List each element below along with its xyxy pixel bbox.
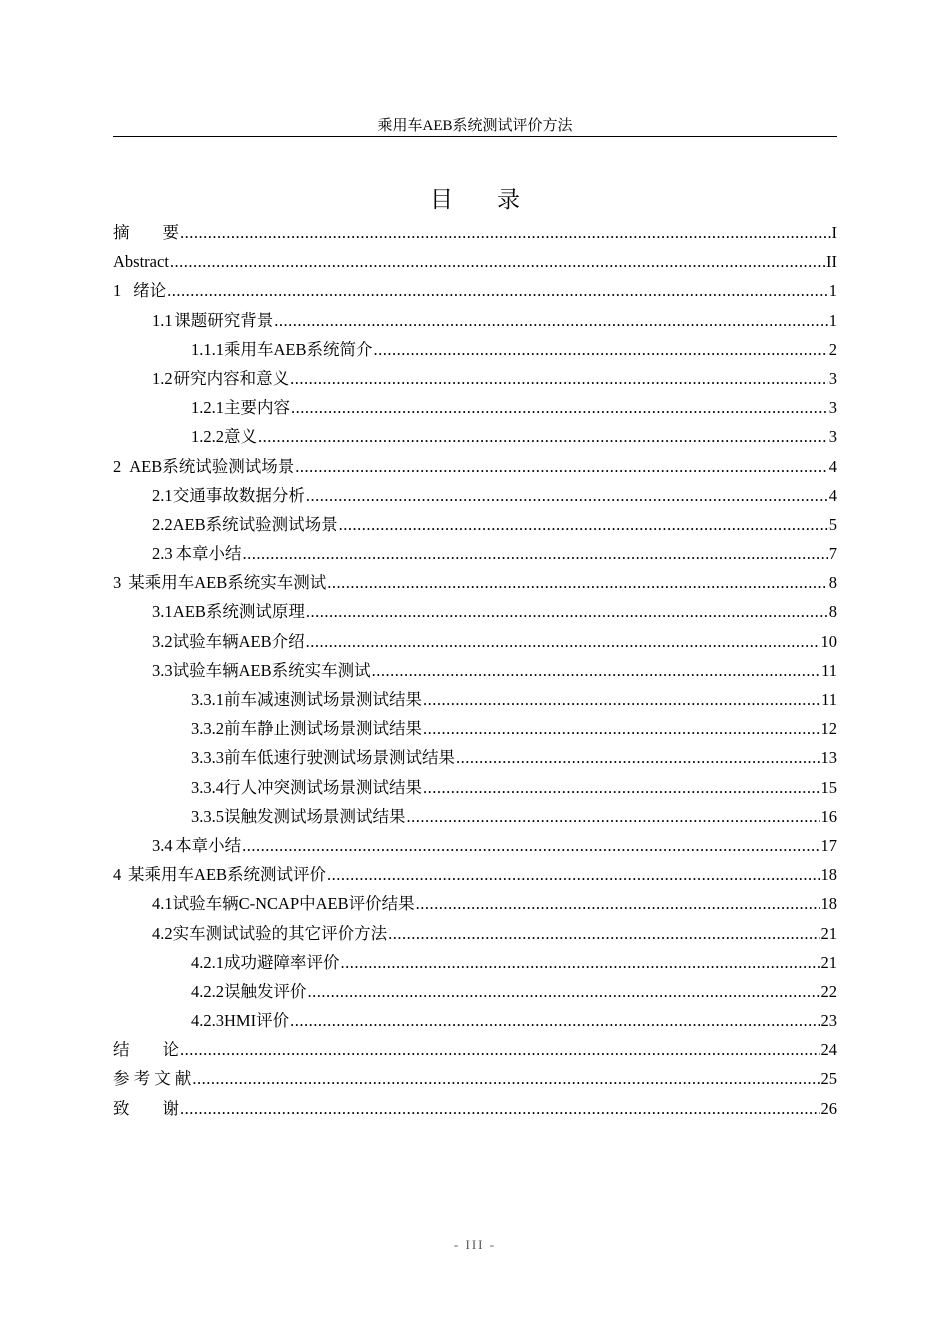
toc-entry-number: 1.2.2 xyxy=(191,427,224,447)
toc-entry[interactable] xyxy=(113,656,837,685)
toc-entry-number: 1.2.1 xyxy=(191,398,224,418)
dot-leader xyxy=(180,1094,820,1123)
toc-entry-number: 2.1 xyxy=(152,485,173,505)
toc-entry-number: 1.1.1 xyxy=(191,339,224,359)
toc-entry[interactable] xyxy=(113,306,837,335)
toc-entry-label: 意义 xyxy=(224,427,257,447)
dot-leader xyxy=(192,1064,819,1093)
toc-entry-number: 3.2 xyxy=(152,631,173,651)
toc-entry-page: 2 xyxy=(828,339,837,359)
toc-entry[interactable] xyxy=(113,714,837,743)
toc-entry-page: 13 xyxy=(820,748,837,768)
toc-entry-label: AEB系统测试原理 xyxy=(172,602,305,622)
toc-entry-page: 18 xyxy=(820,865,837,885)
toc-entry[interactable] xyxy=(113,802,837,831)
toc-entry-number: 3.3.5 xyxy=(191,806,224,826)
toc-entry-number: 1 xyxy=(113,281,122,301)
toc-entry-page: I xyxy=(831,223,837,242)
toc-entry-label: AEB系统试验测试场景 xyxy=(172,514,338,534)
toc-entry-number: 4.2.3 xyxy=(191,1011,224,1031)
toc-entry-label: 本章小结 xyxy=(175,835,242,855)
dot-leader xyxy=(423,773,820,802)
toc-entry-label: 本章小结 xyxy=(175,544,242,564)
toc-entry-label: 参 考 文 献 xyxy=(113,1069,192,1089)
toc-entry-label: 前车低速行驶测试场景测试结果 xyxy=(224,748,455,768)
toc-entry-label: HMI评价 xyxy=(224,1011,290,1031)
toc-entry-number: 3.1 xyxy=(152,602,173,622)
dot-leader xyxy=(295,452,828,481)
dot-leader xyxy=(374,335,828,364)
toc-entry-label: 课题研究背景 xyxy=(174,310,274,330)
dot-leader xyxy=(290,364,828,393)
toc-entry[interactable] xyxy=(113,218,837,247)
toc-entry-page: 21 xyxy=(820,952,837,972)
toc-entry[interactable] xyxy=(113,1035,837,1064)
dot-leader xyxy=(242,831,819,860)
toc-entry-number: 1.1 xyxy=(152,310,173,330)
dot-leader xyxy=(306,627,820,656)
toc-entry-label: 误触发测试场景测试结果 xyxy=(224,806,406,826)
toc-entry-page: 23 xyxy=(820,1011,837,1031)
toc-entry-page: 25 xyxy=(820,1069,837,1089)
toc-entry-page: 24 xyxy=(820,1040,837,1060)
toc-entry-number: 2 xyxy=(113,456,122,476)
dot-leader xyxy=(242,539,827,568)
page-number: - III - xyxy=(453,1237,497,1252)
toc-entry-label: 试验车辆C-NCAP中AEB评价结果 xyxy=(172,894,415,914)
toc-entry-label: 摘 要 xyxy=(113,223,179,242)
dot-leader xyxy=(170,247,825,276)
dot-leader xyxy=(291,393,828,422)
toc-entry[interactable] xyxy=(113,1064,837,1093)
toc-entry-number: 4.2 xyxy=(152,923,173,943)
toc-entry[interactable] xyxy=(113,743,837,772)
toc-entry-label: 交通事故数据分析 xyxy=(172,485,305,505)
toc-entry-page: 3 xyxy=(828,398,837,418)
dot-leader xyxy=(290,1006,819,1035)
toc-entry-number: 1.2 xyxy=(152,368,173,388)
toc-entry-label: 实车测试试验的其它评价方法 xyxy=(172,923,388,943)
toc-entry-page: 1 xyxy=(828,281,837,301)
toc-entry-page: 16 xyxy=(820,806,837,826)
toc-entry-label: 误触发评价 xyxy=(224,981,307,1001)
toc-entry[interactable] xyxy=(113,393,837,422)
toc-entry-page: 12 xyxy=(820,719,837,739)
toc-entry-page: 4 xyxy=(828,485,837,505)
toc-title xyxy=(0,186,950,214)
toc-entry[interactable] xyxy=(113,568,837,597)
toc-entry[interactable] xyxy=(113,452,837,481)
toc-entry-label: 绪论 xyxy=(133,281,167,301)
toc-entry-number: 4 xyxy=(113,865,122,885)
toc-entry-number: 3.3.4 xyxy=(191,777,224,797)
toc-entry[interactable] xyxy=(113,276,837,305)
toc-entry-label: 成功避障率评价 xyxy=(224,952,340,972)
dot-leader xyxy=(339,510,828,539)
toc-entry-label: 试验车辆AEB系统实车测试 xyxy=(172,660,371,680)
toc-entry[interactable] xyxy=(113,422,837,451)
toc-entry[interactable] xyxy=(113,685,837,714)
dot-leader xyxy=(423,685,820,714)
toc-entry-label: 前车静止测试场景测试结果 xyxy=(224,719,422,739)
dot-leader xyxy=(407,802,820,831)
toc-entry[interactable] xyxy=(113,977,837,1006)
dot-leader xyxy=(456,743,820,772)
toc-entry-number: 3 xyxy=(113,573,122,593)
toc-entry[interactable] xyxy=(113,510,837,539)
dot-leader xyxy=(327,860,819,889)
toc-entry[interactable] xyxy=(113,889,837,918)
toc-entry-page: 7 xyxy=(828,544,837,564)
toc-entry-label: Abstract xyxy=(113,252,169,272)
toc-entry[interactable] xyxy=(113,860,837,889)
toc-entry[interactable] xyxy=(113,539,837,568)
toc-entry-page: II xyxy=(826,252,837,272)
toc-entry[interactable] xyxy=(113,1006,837,1035)
toc-entry-label: 主要内容 xyxy=(224,398,290,418)
toc-entry-page: 18 xyxy=(820,894,837,914)
toc-entry-number: 4.1 xyxy=(152,894,173,914)
toc-entry-label: 前车减速测试场景测试结果 xyxy=(224,690,422,709)
dot-leader xyxy=(274,306,828,335)
toc-entry-page: 21 xyxy=(820,923,837,943)
dot-leader xyxy=(423,714,820,743)
dot-leader xyxy=(341,948,820,977)
toc-entry-number: 3.3.2 xyxy=(191,719,224,739)
dot-leader xyxy=(306,481,828,510)
toc-entry[interactable] xyxy=(113,364,837,393)
toc-entry-number: 2.3 xyxy=(152,544,173,564)
dot-leader xyxy=(416,889,820,918)
toc-entry-page: 22 xyxy=(820,981,837,1001)
toc-entry-label: 行人冲突测试场景测试结果 xyxy=(224,777,422,797)
toc-entry-page: 3 xyxy=(828,368,837,388)
toc-entry-number: 3.3.1 xyxy=(191,690,224,709)
dot-leader xyxy=(372,656,820,685)
dot-leader xyxy=(258,422,828,451)
toc-entry-number: 2.2 xyxy=(152,514,173,534)
toc-entry[interactable] xyxy=(113,247,837,276)
toc-entry-number: 3.3.3 xyxy=(191,748,224,768)
toc-entry[interactable] xyxy=(113,335,837,364)
dot-leader xyxy=(388,919,819,948)
toc-entry-number: 4.2.1 xyxy=(191,952,224,972)
dot-leader xyxy=(167,276,828,305)
dot-leader xyxy=(180,1035,820,1064)
toc-entry-label: AEB系统试验测试场景 xyxy=(129,456,295,476)
toc-entry-page: 5 xyxy=(828,514,837,534)
toc-title-left: 目 xyxy=(430,187,453,212)
toc-entry[interactable] xyxy=(113,481,837,510)
toc-entry[interactable] xyxy=(113,597,837,626)
table-of-contents xyxy=(113,218,837,1123)
toc-entry[interactable] xyxy=(113,627,837,656)
dot-leader xyxy=(327,568,827,597)
toc-entry-page: 3 xyxy=(828,427,837,447)
running-header: 乘用车AEB系统测试评价方法 xyxy=(377,118,573,134)
toc-entry-label: 试验车辆AEB介绍 xyxy=(172,631,305,651)
toc-entry-page: 11 xyxy=(821,660,837,680)
toc-entry-page: 11 xyxy=(821,690,837,709)
toc-entry-label: 某乘用车AEB系统实车测试 xyxy=(128,573,327,593)
toc-entry-label: 乘用车AEB系统简介 xyxy=(224,339,373,359)
toc-entry-label: 研究内容和意义 xyxy=(173,368,290,388)
header-rule xyxy=(113,136,837,137)
toc-entry[interactable] xyxy=(113,831,837,860)
toc-entry-number: 3.4 xyxy=(152,835,173,855)
toc-entry[interactable] xyxy=(113,773,837,802)
toc-entry-page: 26 xyxy=(820,1098,837,1118)
toc-entry-label: 结 论 xyxy=(113,1040,179,1060)
dot-leader xyxy=(308,977,820,1006)
toc-entry-number: 4.2.2 xyxy=(191,981,224,1001)
toc-entry-page: 1 xyxy=(828,310,837,330)
toc-title-right: 录 xyxy=(497,187,520,212)
toc-entry-page: 17 xyxy=(820,835,837,855)
toc-entry-page: 10 xyxy=(820,631,837,651)
toc-entry[interactable] xyxy=(113,1094,837,1123)
toc-entry-number: 3.3 xyxy=(152,660,173,680)
toc-entry-page: 8 xyxy=(828,573,837,593)
toc-entry-label: 某乘用车AEB系统测试评价 xyxy=(128,865,327,885)
toc-entry[interactable] xyxy=(113,948,837,977)
dot-leader xyxy=(306,597,828,626)
toc-entry-page: 8 xyxy=(828,602,837,622)
toc-entry-page: 15 xyxy=(820,777,837,797)
toc-entry-page: 4 xyxy=(828,456,837,476)
toc-entry[interactable] xyxy=(113,919,837,948)
toc-entry-label: 致 谢 xyxy=(113,1098,179,1118)
dot-leader xyxy=(180,218,831,247)
